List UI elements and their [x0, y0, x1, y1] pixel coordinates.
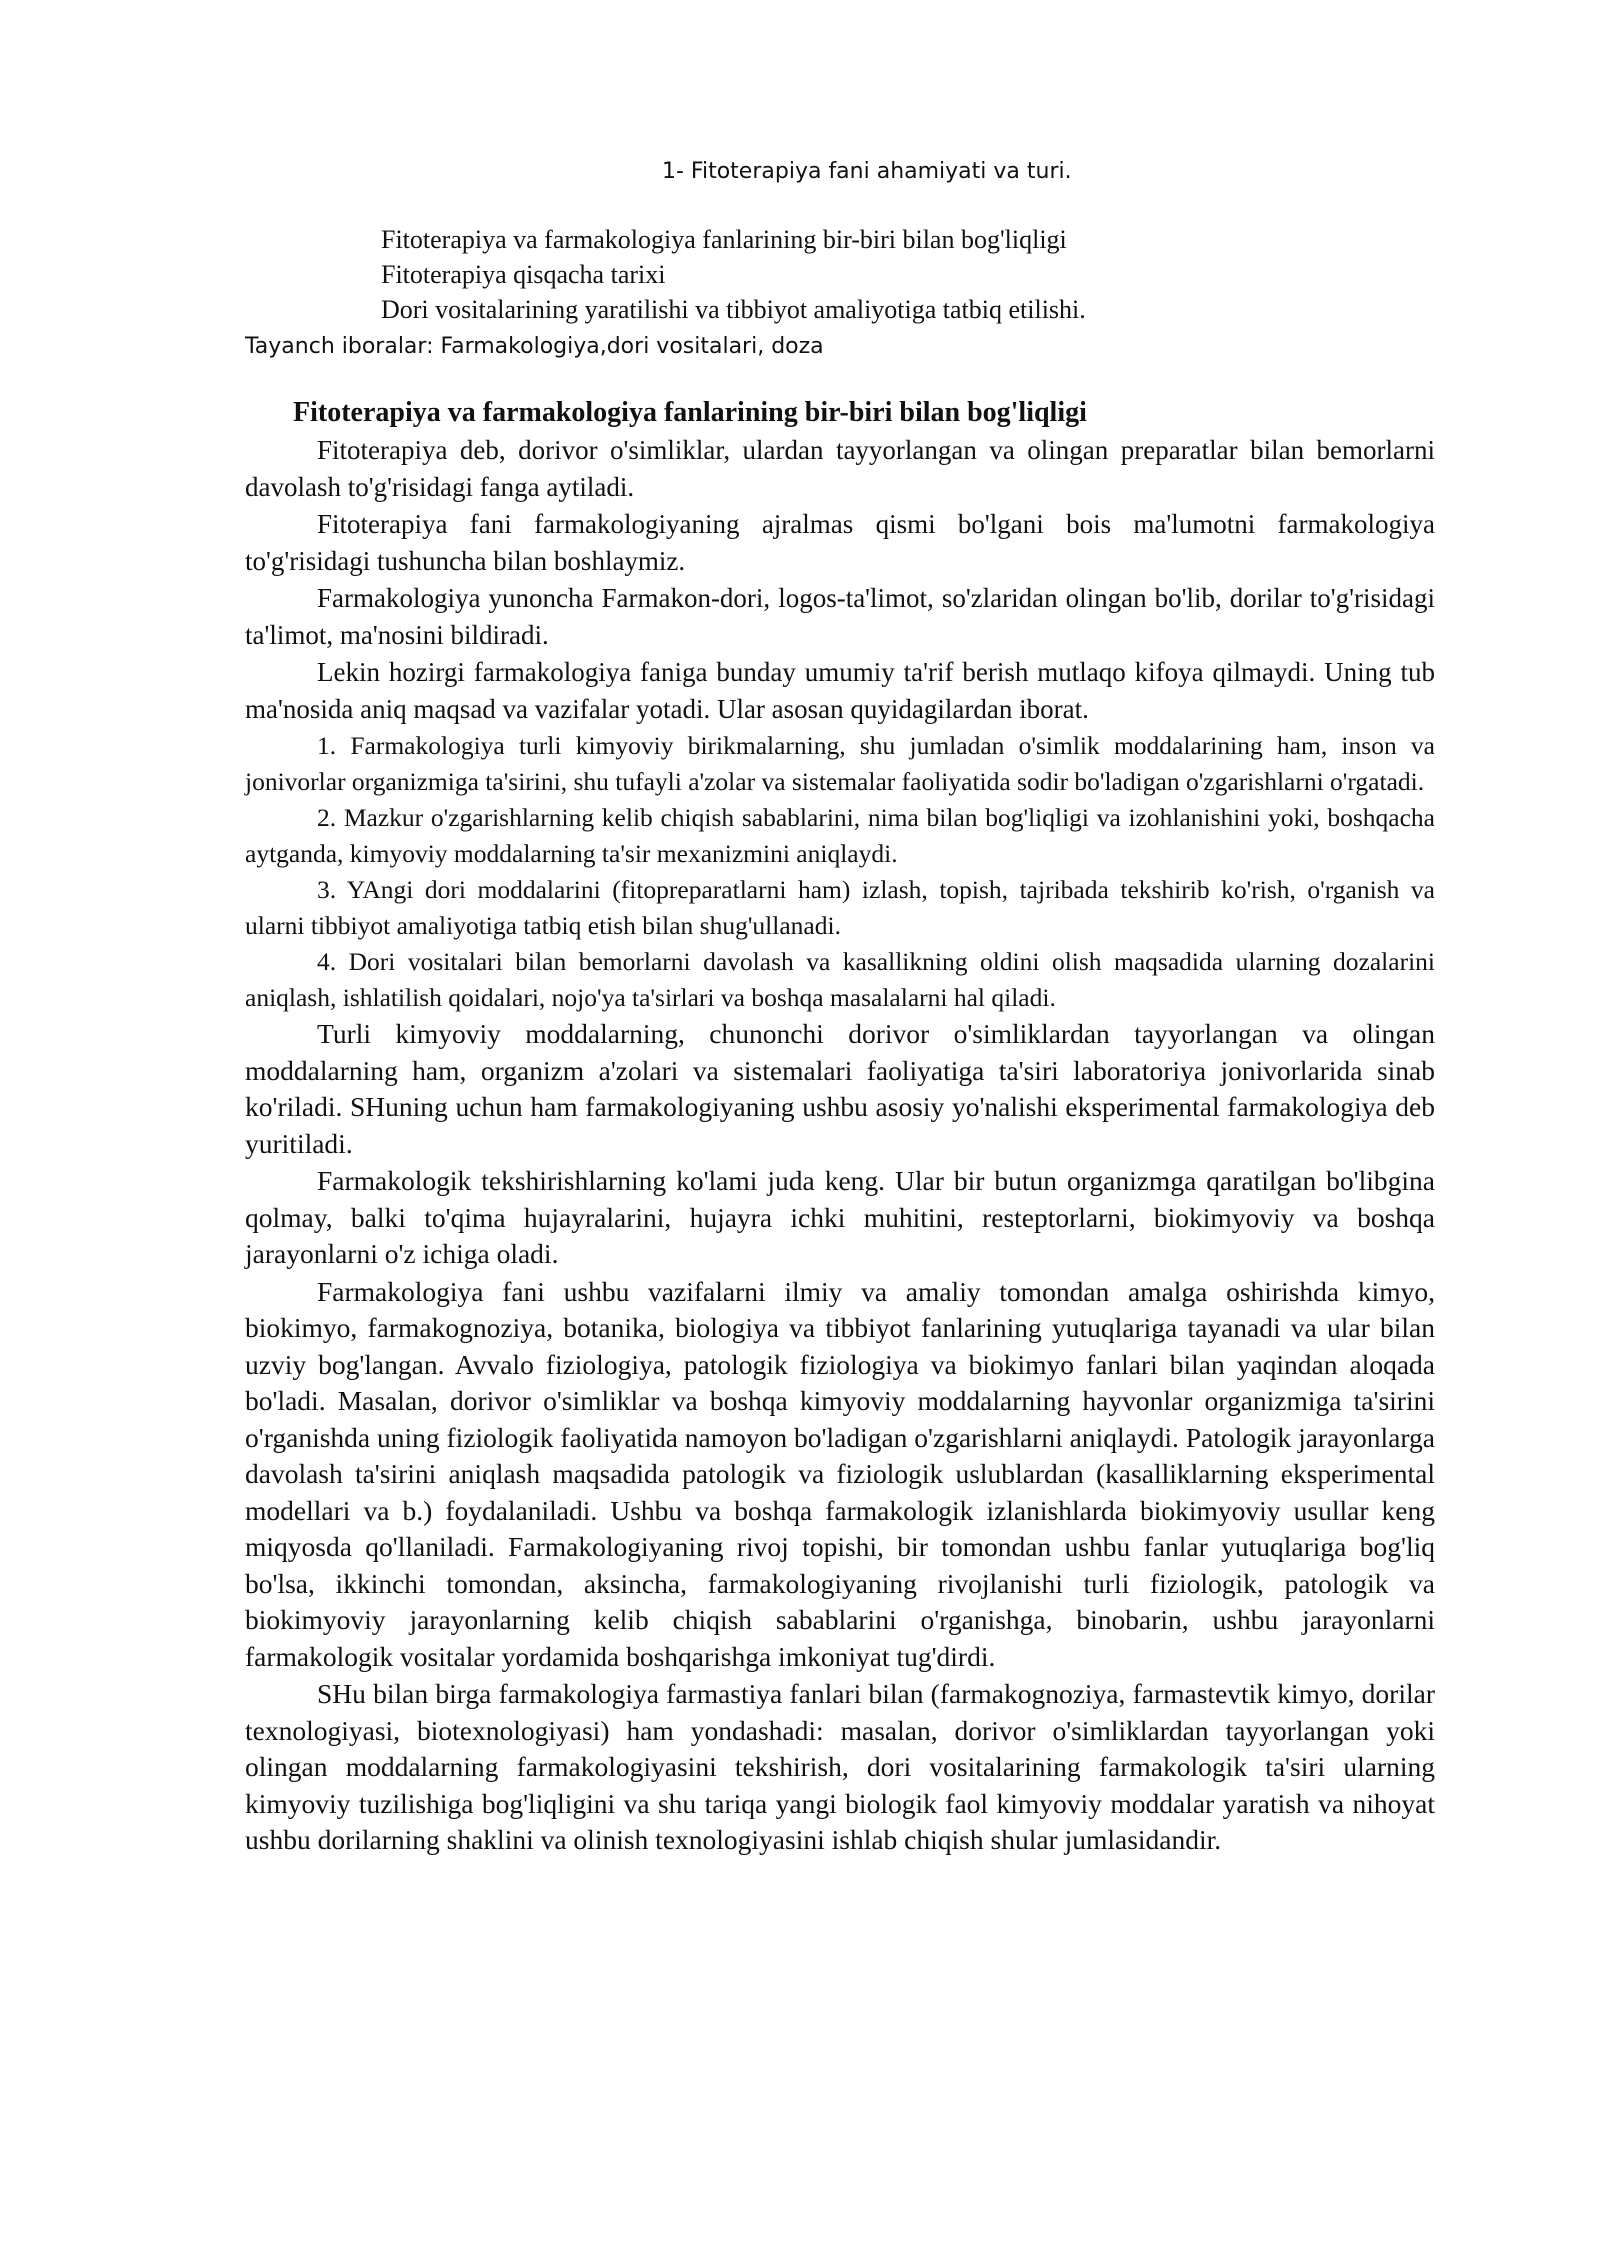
paragraph: SHu bilan birga farmakologiya farmastiya fanlari bilan (farmakognoziya, farmastevtik kimyo, dorilar texnologiyasi, biotexnologiyasi) ham yondashadi: masalan, dorivor o'simliklardan tayyorlangan yoki olingan moddalarning farmakologiyasini tekshirish, dori vositalarining farmakologik ta'siri ularning kimyoviy tuzilishiga bog'liqligini va shu tariqa yangi biologik faol kimyoviy moddalar yaratish va nihoyat ushbu dorilarning shaklini va olinish texnologiyasini ishlab chiqish shular jumlasidandir.	[245, 1678, 1435, 1855]
paragraph: Farmakologiya fani ushbu vazifalarni ilmiy va amaliy tomondan amalga oshirishda kimyo, biokimyo, farmakognoziya, botanika, biologiya va tibbiyot fanlarining yutuqlariga tayanadi va ular bilan uzviy bog'langan. Avvalo fiziologiya, patologik fiziologiya va biokimyo fanlari bilan yaqindan aloqada bo'ladi. Masalan, dorivor o'simliklar va boshqa kimyoviy moddalarning hayvonlar organizmiga ta'sirini o'rganishda uning fiziologik faoliyatida namoyon bo'ladigan o'zgarishlarni aniqlaydi. Patologik jarayonlarga davolash ta'sirini aniqlash maqsadida patologik va fiziologik uslublardan (kasalliklarning eksperimental modellari va b.) foydalaniladi. Ushbu va boshqa farmakologik izlanishlarda biokimyoviy usullar keng miqyosda qo'llaniladi. Farmakologiyaning rivoj topishi, bir tomondan ushbu fanlar yutuqlariga bog'liq bo'lsa, ikkinchi tomondan, aksincha, farmakologiyaning rivojlanishi turli fiziologik, patologik va biokimyoviy jarayonlarning kelib chiqish sabablarini o'rganishga, binobarin, ushbu jarayonlarni farmakologik vositalar yordamida boshqarishga imkoniyat tug'dirdi.	[245, 1275, 1435, 1672]
task-text: YAngi dori moddalarini (fitopreparatlarni ham) izlash, topish, tajribada tekshirib ko'rish, o'rganish va ularni tibbiyot amaliyotiga tatbiq etish bilan shug'ullanadi.	[245, 875, 1435, 940]
task-number: 2.	[317, 803, 337, 832]
task-item	[245, 728, 1435, 799]
paragraph: Farmakologik tekshirishlarning ko'lami juda keng. Ular bir butun organizmga qaratilgan bo'libgina qolmay, balki to'qima hujayralarini, hujayra ichki muhitini, resteptorlarni, biokimyoviy va boshqa jarayonlarni o'z ichiga oladi.	[245, 1165, 1435, 1269]
task-text: Mazkur o'zgarishlarning kelib chiqish sabablarini, nima bilan bog'liqligi va izohlanishini yoki, boshqacha aytganda, kimyoviy moddalarning ta'sir mexanizmini aniqlaydi.	[245, 803, 1435, 868]
paragraph: Turli kimyoviy moddalarning, chunonchi dorivor o'simliklardan tayyorlangan va olingan moddalarning ham, organizm a'zolari va sistemalari faoliyatiga ta'siri laboratoriya jonivorlarida sinab ko'riladi. SHuning uchun ham farmakologiyaning ushbu asosiy yo'nalishi eksperimental farmakologiya deb yuritiladi.	[245, 1018, 1435, 1159]
topic-item: Fitoterapiya qisqacha tarixi	[381, 260, 666, 289]
task-text: Farmakologiya turli kimyoviy birikmalarning, shu jumladan o'simlik moddalarining ham, inson va jonivorlar organizmiga ta'sirini, shu tufayli a'zolar va sistemalar faoliyatida sodir bo'ladigan o'zgarishlarni o'rgatadi.	[245, 731, 1435, 796]
paragraph: Fitoterapiya fani farmakologiyaning ajralmas qismi bo'lgani bois ma'lumotni farmakologiya to'g'risidagi tushuncha bilan boshlaymiz.	[245, 509, 1435, 576]
paragraph: Lekin hozirgi farmakologiya faniga bunday umumiy ta'rif berish mutlaqo kifoya qilmaydi. Uning tub ma'nosida aniq maqsad va vazifalar yotadi. Ular asosan quyidagilardan iborat.	[245, 657, 1435, 724]
task-number: 4.	[317, 947, 337, 976]
page-heading: 1- Fitoterapiya fani ahamiyati va turi.	[662, 159, 1072, 184]
document-body	[245, 394, 1435, 1860]
paragraph: Fitoterapiya deb, dorivor o'simliklar, ulardan tayyorlangan va olingan preparatlar bilan bemorlarni davolash to'g'risidagi fanga aytiladi.	[245, 435, 1435, 502]
topic-item: Fitoterapiya va farmakologiya fanlarining bir-biri bilan bog'liqligi	[381, 225, 1067, 254]
task-item	[245, 872, 1435, 943]
task-number: 1.	[317, 731, 337, 760]
keywords-line: Tayanch iboralar: Farmakologiya,dori vositalari, doza	[245, 334, 824, 359]
task-item	[245, 800, 1435, 871]
topic-item: Dori vositalarining yaratilishi va tibbiyot amaliyotiga tatbiq etilishi.	[381, 295, 1086, 324]
task-number: 3.	[317, 875, 337, 904]
topic-list	[381, 222, 1086, 327]
task-text: Dori vositalari bilan bemorlarni davolash va kasallikning oldini olish maqsadida ularning dozalarini aniqlash, ishlatilish qoidalari, nojo'ya ta'sirlari va boshqa masalalarni hal qiladi.	[245, 947, 1435, 1012]
section-title: Fitoterapiya va farmakologiya fanlarining bir-biri bilan bog'liqligi	[293, 397, 1087, 428]
task-item	[245, 944, 1435, 1015]
paragraph: Farmakologiya yunoncha Farmakon-dori, logos-ta'limot, so'zlaridan olingan bo'lib, dorilar to'g'risidagi ta'limot, ma'nosini bildiradi.	[245, 583, 1435, 650]
